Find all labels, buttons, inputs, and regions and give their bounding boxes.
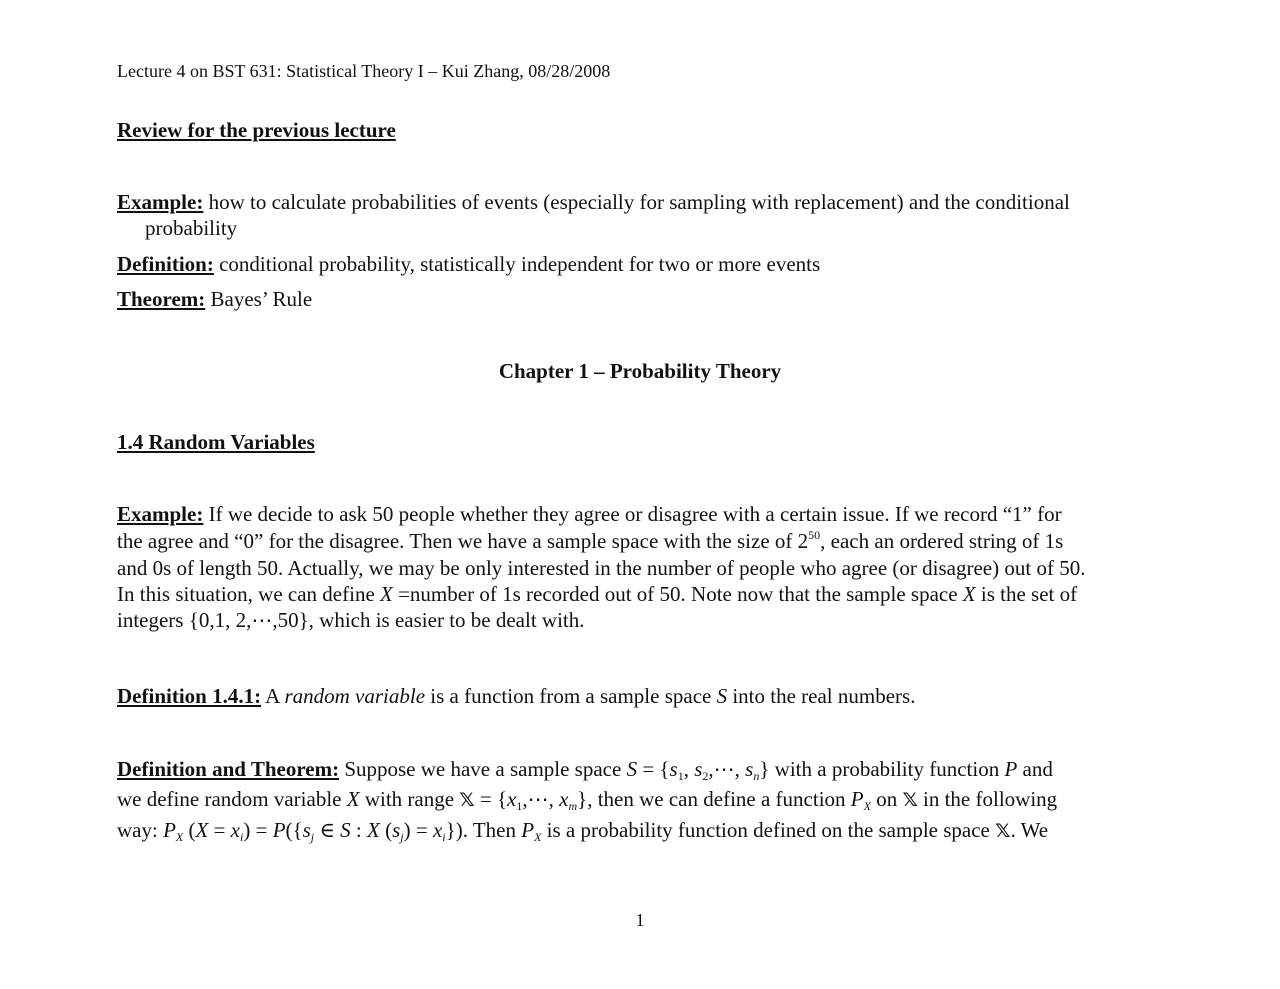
- defthm-line3: way: $P_X$ $(X = x_i) = P(\{s_j$ ∈ S : X $(s_j) = x_i$}). Then $P_X$ is a probability function defined on the sample space 𝕏. We: [117, 818, 1049, 844]
- example2-line2: the agree and “0” for the disagree. Then we have a sample space with the size of $2^{50}$, each an ordered string of 1s: [117, 528, 1064, 553]
- review-example: Example: how to calculate probabilities of events (especially for sampling with replacement) and the conditional: [117, 190, 1070, 214]
- review-example-cont: probability: [145, 216, 238, 240]
- defthm-line1: Definition and Theorem: Suppose we have a sample space $S = \{s_1$, $s_2,\cdots$, $s_n$} with a probability function P and: [117, 757, 1053, 783]
- example2-line3: and 0s of length 50. Actually, we may be only interested in the number of people who agree (or disagree) out of 50.: [117, 556, 1086, 580]
- definition-141: Definition 1.4.1: A random variable is a function from a sample space S into the real numbers.: [117, 684, 916, 708]
- example-label: Example:: [117, 190, 204, 214]
- section-title: 1.4 Random Variables: [117, 430, 315, 454]
- theorem-label: Theorem:: [117, 287, 206, 311]
- example2-line5: integers {0,1, 2,⋯,50}, which is easier to be dealt with.: [117, 608, 585, 632]
- definition-141-label: Definition 1.4.1:: [117, 684, 262, 708]
- example2-line1: Example: If we decide to ask 50 people whether they agree or disagree with a certain issue. If we record “1” for: [117, 502, 1062, 526]
- definition-label: Definition:: [117, 252, 214, 276]
- page-number: 1: [635, 910, 645, 930]
- review-title: Review for the previous lecture: [117, 118, 396, 142]
- defthm-line2: we define random variable X with range 𝕏 = {$x_1,\cdots$, $x_m$}, then we can define a function $P_X$ on 𝕏 in the following: [117, 787, 1058, 813]
- example2-label: Example:: [117, 502, 204, 526]
- page-header: Lecture 4 on BST 631: Statistical Theory I – Kui Zhang, 08/28/2008: [117, 61, 611, 81]
- example2-line4: In this situation, we can define X =number of 1s recorded out of 50. Note now that the sample space X is the set of: [117, 582, 1078, 606]
- review-theorem: Theorem: Bayes’ Rule: [117, 287, 313, 311]
- review-definition: Definition: conditional probability, statistically independent for two or more events: [117, 252, 821, 276]
- defthm-label: Definition and Theorem:: [117, 757, 340, 781]
- chapter-title: Chapter 1 – Probability Theory: [498, 359, 782, 383]
